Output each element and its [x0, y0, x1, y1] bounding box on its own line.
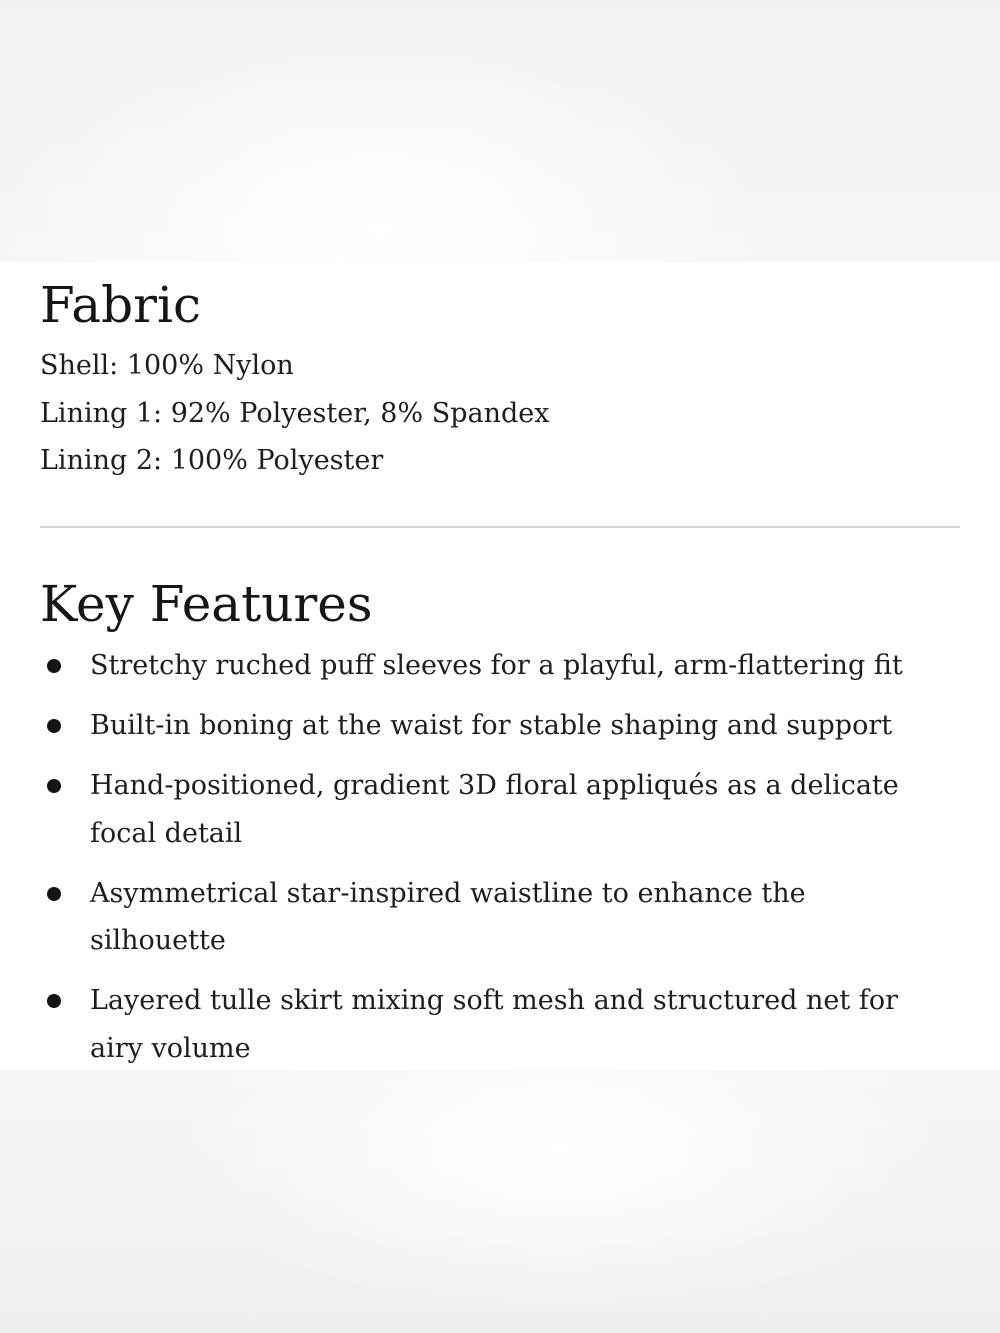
bullet-icon [47, 719, 61, 733]
key-features-heading: Key Features [40, 575, 373, 633]
bullet-icon [47, 887, 61, 901]
feature-item [40, 977, 940, 1072]
bullet-icon [47, 659, 61, 673]
feature-item [40, 702, 940, 750]
feature-item [40, 762, 940, 857]
fabric-composition-list [40, 342, 549, 485]
feature-text: Layered tulle skirt mixing soft mesh and structured net for airy volume [90, 985, 898, 1064]
key-features-list [40, 642, 940, 1085]
bullet-icon [47, 779, 61, 793]
blurred-bottom-background [0, 1070, 1000, 1333]
section-divider [40, 526, 960, 528]
blurred-top-background [0, 0, 1000, 262]
fabric-line-lining-2: Lining 2: 100% Polyester [40, 445, 384, 476]
feature-item [40, 642, 940, 690]
bullet-icon [47, 994, 61, 1008]
fabric-heading: Fabric [40, 276, 202, 334]
feature-item [40, 870, 940, 965]
feature-text: Built-in boning at the waist for stable shaping and support [90, 710, 893, 741]
feature-text: Hand-positioned, gradient 3D floral appliqués as a delicate focal detail [90, 770, 899, 849]
feature-text: Stretchy ruched puff sleeves for a playful, arm-flattering fit [90, 650, 903, 681]
fabric-line-shell: Shell: 100% Nylon [40, 350, 294, 381]
fabric-line-lining-1: Lining 1: 92% Polyester, 8% Spandex [40, 397, 550, 429]
feature-text: Asymmetrical star-inspired waistline to enhance the silhouette [90, 877, 806, 956]
